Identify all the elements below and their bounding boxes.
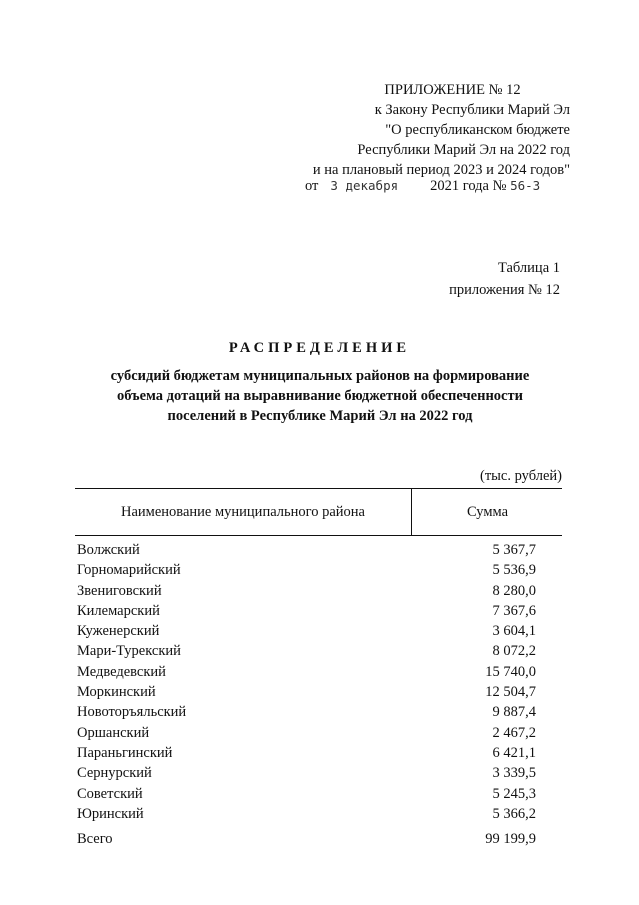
district-name: Куженерский [77,623,160,640]
table-row [77,540,536,560]
district-sum: 5 245,3 [492,785,536,802]
column-header-name: Наименование муниципального района [75,489,412,535]
district-sum: 5 367,7 [492,542,536,558]
table-row [77,743,536,763]
district-sum: 8 280,0 [492,582,536,599]
appendix-line: и на плановый период 2023 и 2024 годов" [312,162,570,178]
date-prefix: от [305,178,319,194]
table-row [77,560,536,580]
table-header [75,488,562,536]
appendix-line: Республики Марий Эл на 2022 год [357,142,570,158]
district-sum: 5 366,2 [492,805,536,822]
district-name: Моркинский [77,684,156,701]
district-name: Волжский [77,542,140,558]
district-name: Горномарийский [77,562,181,579]
district-sum: 9 887,4 [492,704,536,721]
district-name: Новоторъяльский [77,704,187,721]
district-name: Медведевский [77,663,166,680]
table-row [77,804,536,824]
table-reference [420,257,560,301]
district-sum: 6 421,1 [492,744,536,761]
district-sum: 3 339,5 [492,765,536,782]
table-row [77,581,536,601]
district-name: Юринский [77,805,144,822]
district-sum: 15 740,0 [485,663,536,680]
year-text: 2021 года № [430,178,507,194]
table-ref-line: приложения № 12 [449,282,560,298]
total-label: Всего [77,831,113,847]
district-sum: 2 467,2 [492,724,536,741]
total-row [77,829,536,849]
district-sum: 7 367,6 [492,602,536,619]
handwritten-number: 56-З [510,178,541,193]
appendix-line: к Закону Республики Марий Эл [374,102,570,118]
district-name: Мари-Турекский [77,643,181,660]
district-sum: 8 072,2 [492,643,536,660]
district-sum: 12 504,7 [485,684,536,701]
document-subtitle [60,366,580,426]
subtitle-line: поселений в Республике Марий Эл на 2022 год [167,408,473,424]
table-row [77,682,536,702]
district-name: Сернурский [77,765,152,782]
law-date-line [305,178,540,195]
district-name: Килемарский [77,602,160,619]
table-row [77,662,536,682]
table-row [77,784,536,804]
table-row [77,601,536,621]
appendix-line: "О республиканском бюджете [385,122,570,138]
table-ref-line: Таблица 1 [497,260,560,276]
table-body [77,540,536,824]
column-header-sum: Сумма [466,504,509,520]
subtitle-line: субсидий бюджетам муниципальных районов на формирование [110,368,530,384]
subtitle-line: объема дотаций на выравнивание бюджетной обеспеченности [117,388,523,404]
table-row [77,763,536,783]
table-row [77,723,536,743]
district-name: Советский [77,785,143,802]
total-sum: 99 199,9 [485,831,536,847]
handwritten-date: 3 декабря [330,178,399,193]
district-sum: 5 536,9 [492,562,536,579]
table-row [77,621,536,641]
document-title: РАСПРЕДЕЛЕНИЕ [228,340,411,356]
appendix-header [280,80,570,180]
district-name: Оршанский [77,724,150,741]
table-row [77,702,536,722]
appendix-title: ПРИЛОЖЕНИЕ № 12 [384,82,521,98]
district-name: Звениговский [77,582,162,599]
units-label: (тыс. рублей) [480,468,562,484]
district-sum: 3 604,1 [492,623,536,640]
district-name: Параньгинский [77,744,173,761]
table-row [77,641,536,661]
